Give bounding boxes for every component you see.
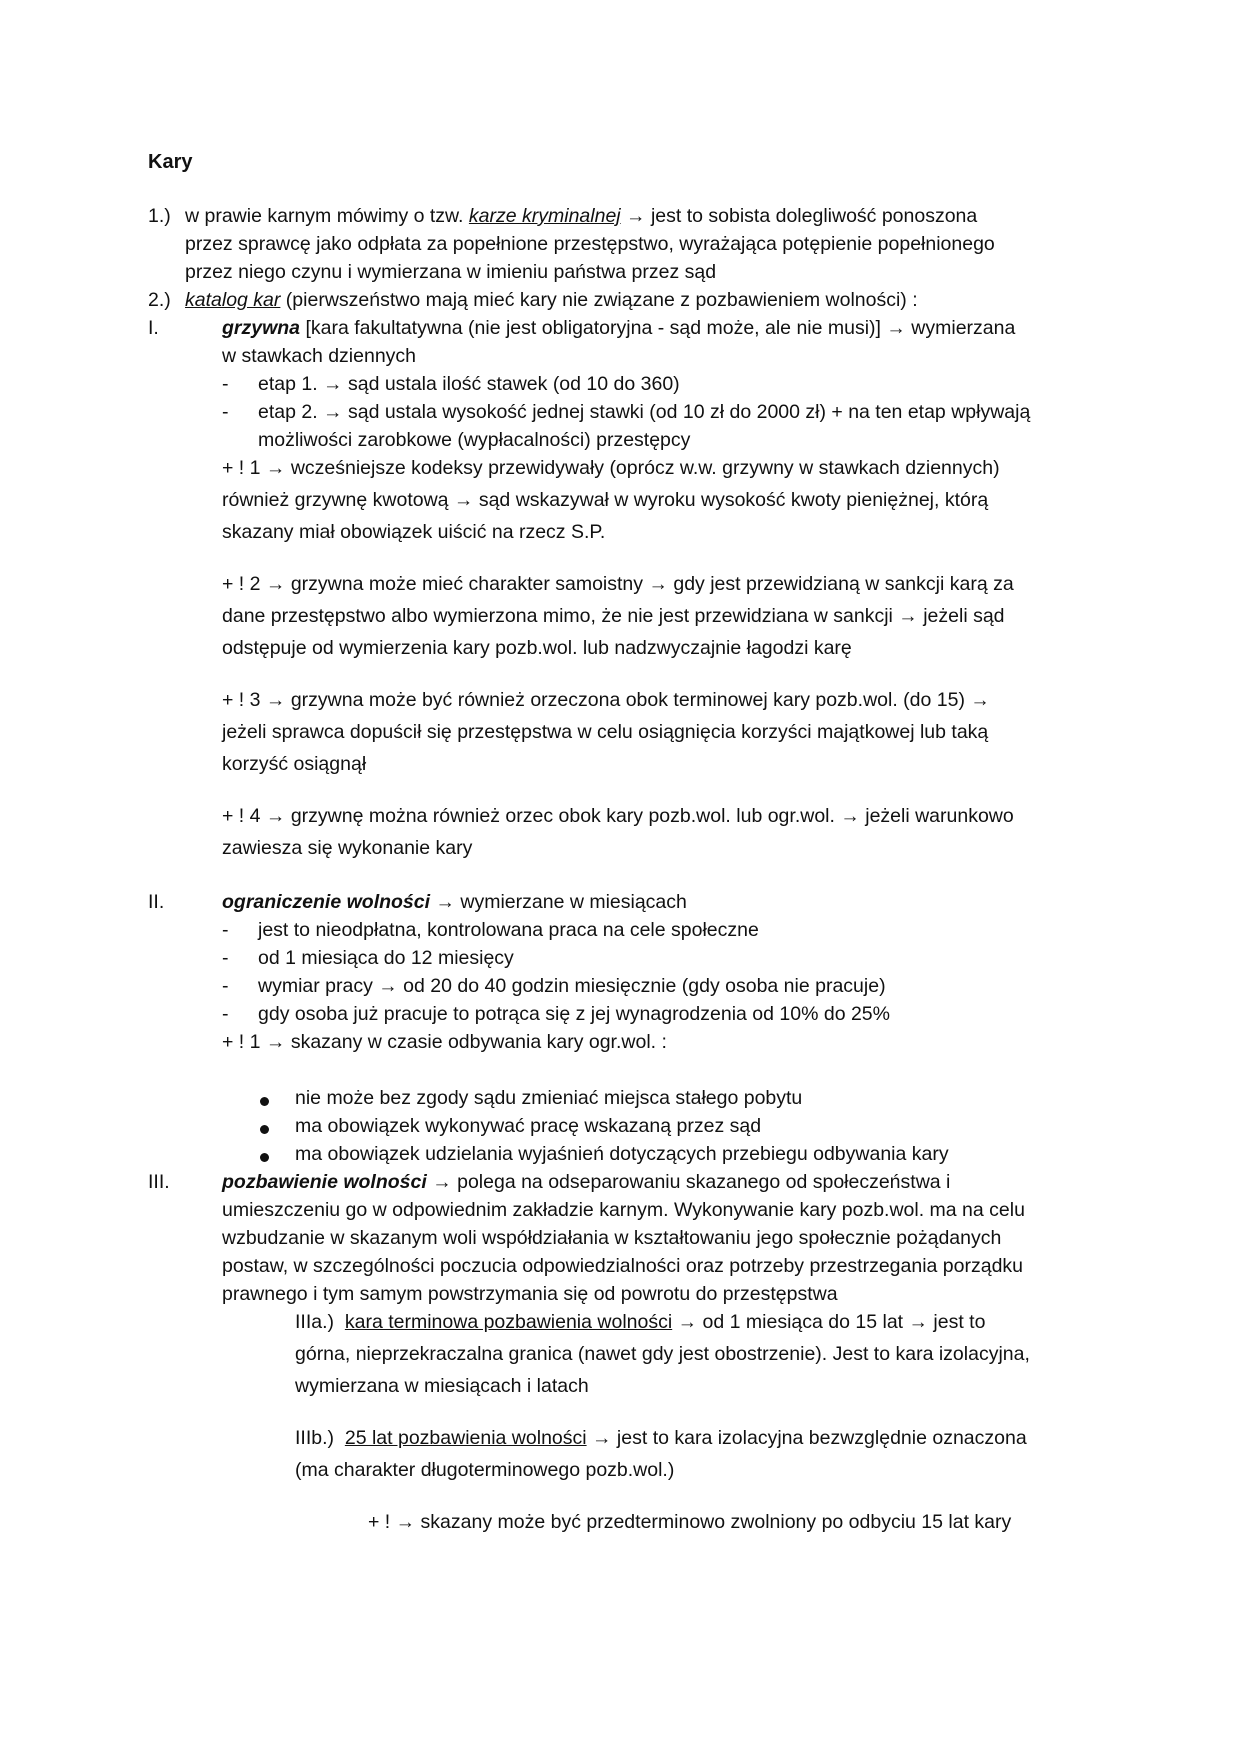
paragraph-line	[185, 286, 918, 314]
paragraph-line: prawnego i tym samym powstrzymania się od powrotu do przestępstwa	[222, 1283, 838, 1305]
subsection-number: IIIa.)	[295, 1311, 335, 1333]
note-line: + ! 4 → grzywnę można również orzec obok kary pozb.wol. lub ogr.wol. → jeżeli warunkowo	[222, 805, 1014, 827]
paragraph-line	[222, 888, 687, 916]
item-number: 1.)	[148, 205, 171, 227]
note-line: odstępuje od wymierzenia kary pozb.wol. lub nadzwyczajnie łagodzi karę	[222, 637, 852, 659]
dash-marker: -	[222, 373, 229, 395]
dash-item: wymiar pracy → od 20 do 40 godzin miesięcznie (gdy osoba nie pracuje)	[258, 975, 886, 997]
item-number: 2.)	[148, 289, 171, 311]
dash-marker: -	[222, 975, 229, 997]
term-underlined: karze kryminalnej	[468, 205, 621, 227]
bullet-item: ma obowiązek udzielania wyjaśnień dotyczących przebiegu odbywania kary	[295, 1143, 949, 1165]
paragraph-line: przez niego czynu i wymierzana w imieniu państwa przez sąd	[185, 261, 717, 283]
paragraph-line	[185, 202, 977, 230]
bullet-icon	[260, 1153, 269, 1162]
paragraph-line: górna, nieprzekraczalna granica (nawet gdy jest obostrzenie). Jest to kara izolacyjna,	[295, 1343, 1030, 1365]
dash-item: od 1 miesiąca do 12 miesięcy	[258, 947, 514, 969]
bullet-icon	[260, 1097, 269, 1106]
term-underlined: kara terminowa pozbawienia wolności	[344, 1311, 673, 1333]
text: [kara fakultatywna (nie jest obligatoryjna - sąd może, ale nie musi)] → wymierzana	[300, 317, 1016, 339]
note-line: + ! → skazany może być przedterminowo zwolniony po odbyciu 15 lat kary	[368, 1511, 1012, 1533]
text: → wymierzane w miesiącach	[430, 891, 687, 913]
dash-item: gdy osoba już pracuje to potrąca się z jej wynagrodzenia od 10% do 25%	[258, 1003, 890, 1025]
text: → polega na odseparowaniu skazanego od społeczeństwa i	[426, 1171, 951, 1193]
bullet-icon	[260, 1125, 269, 1134]
document-title: Kary	[148, 151, 193, 173]
note-line: jeżeli sprawca dopuścił się przestępstwa w celu osiągnięcia korzyści majątkowej lub taką	[222, 721, 989, 743]
text: w prawie karnym mówimy o tzw.	[185, 205, 469, 227]
note-line: + ! 2 → grzywna może mieć charakter samoistny → gdy jest przewidzianą w sankcji karą za	[222, 573, 1014, 595]
dash-item: etap 1. → sąd ustala ilość stawek (od 10 do 360)	[258, 373, 680, 395]
term-bold-italic: pozbawienie wolności	[222, 1171, 427, 1193]
note-line: zawiesza się wykonanie kary	[222, 837, 473, 859]
paragraph-line: (ma charakter długoterminowego pozb.wol.)	[295, 1459, 675, 1481]
roman-number: III.	[148, 1171, 170, 1193]
subsection-line	[295, 1424, 1027, 1452]
dash-marker: -	[222, 1003, 229, 1025]
note-line: + ! 3 → grzywna może być również orzeczona obok terminowej kary pozb.wol. (do 15) →	[222, 689, 990, 711]
text: (pierwszeństwo mają mieć kary nie związane z pozbawieniem wolności) :	[280, 289, 918, 311]
note-line: korzyść osiągnął	[222, 753, 367, 775]
subsection-line	[295, 1308, 985, 1336]
text: → od 1 miesiąca do 15 lat → jest to	[672, 1311, 986, 1333]
bullet-item: nie może bez zgody sądu zmieniać miejsca stałego pobytu	[295, 1087, 803, 1109]
paragraph-line: wymierzana w miesiącach i latach	[295, 1375, 589, 1397]
roman-number: I.	[148, 317, 159, 339]
note-line: skazany miał obowiązek uiścić na rzecz S.P.	[222, 521, 606, 543]
paragraph-line: w stawkach dziennych	[222, 345, 417, 367]
note-line: + ! 1 → wcześniejsze kodeksy przewidywały (oprócz w.w. grzywny w stawkach dziennych)	[222, 457, 1000, 479]
text: → jest to sobista dolegliwość ponoszona	[620, 205, 978, 227]
bullet-item: ma obowiązek wykonywać pracę wskazaną przez sąd	[295, 1115, 762, 1137]
text: → jest to kara izolacyjna bezwzględnie oznaczona	[586, 1427, 1027, 1449]
paragraph-line: umieszczeniu go w odpowiednim zakładzie karnym. Wykonywanie kary pozb.wol. ma na celu	[222, 1199, 1025, 1221]
term-underlined: katalog kar	[185, 289, 281, 311]
dash-marker: -	[222, 919, 229, 941]
paragraph-line	[222, 314, 1015, 342]
dash-item-cont: możliwości zarobkowe (wypłacalności) przestępcy	[258, 429, 691, 451]
note-line: + ! 1 → skazany w czasie odbywania kary ogr.wol. :	[222, 1031, 667, 1053]
dash-marker: -	[222, 401, 229, 423]
dash-item: jest to nieodpłatna, kontrolowana praca na cele społeczne	[258, 919, 759, 941]
note-line: również grzywnę kwotową → sąd wskazywał w wyroku wysokość kwoty pieniężnej, którą	[222, 489, 989, 511]
paragraph-line	[222, 1168, 950, 1196]
dash-item: etap 2. → sąd ustala wysokość jednej stawki (od 10 zł do 2000 zł) + na ten etap wpływają	[258, 401, 1031, 423]
term-bold-italic: ograniczenie wolności	[222, 891, 431, 913]
paragraph-line: wzbudzanie w skazanym woli współdziałania w kształtowaniu jego społecznie pożądanych	[222, 1227, 1002, 1249]
paragraph-line: postaw, w szczególności poczucia odpowiedzialności oraz potrzeby przestrzegania porządku	[222, 1255, 1024, 1277]
term-underlined: 25 lat pozbawienia wolności	[344, 1427, 587, 1449]
dash-marker: -	[222, 947, 229, 969]
paragraph-line: przez sprawcę jako odpłata za popełnione przestępstwo, wyrażająca potępienie popełnionego	[185, 233, 995, 255]
subsection-number: IIIb.)	[295, 1427, 335, 1449]
term-bold-italic: grzywna	[222, 317, 301, 339]
note-line: dane przestępstwo albo wymierzona mimo, że nie jest przewidziana w sankcji → jeżeli sąd	[222, 605, 1005, 627]
roman-number: II.	[148, 891, 165, 913]
